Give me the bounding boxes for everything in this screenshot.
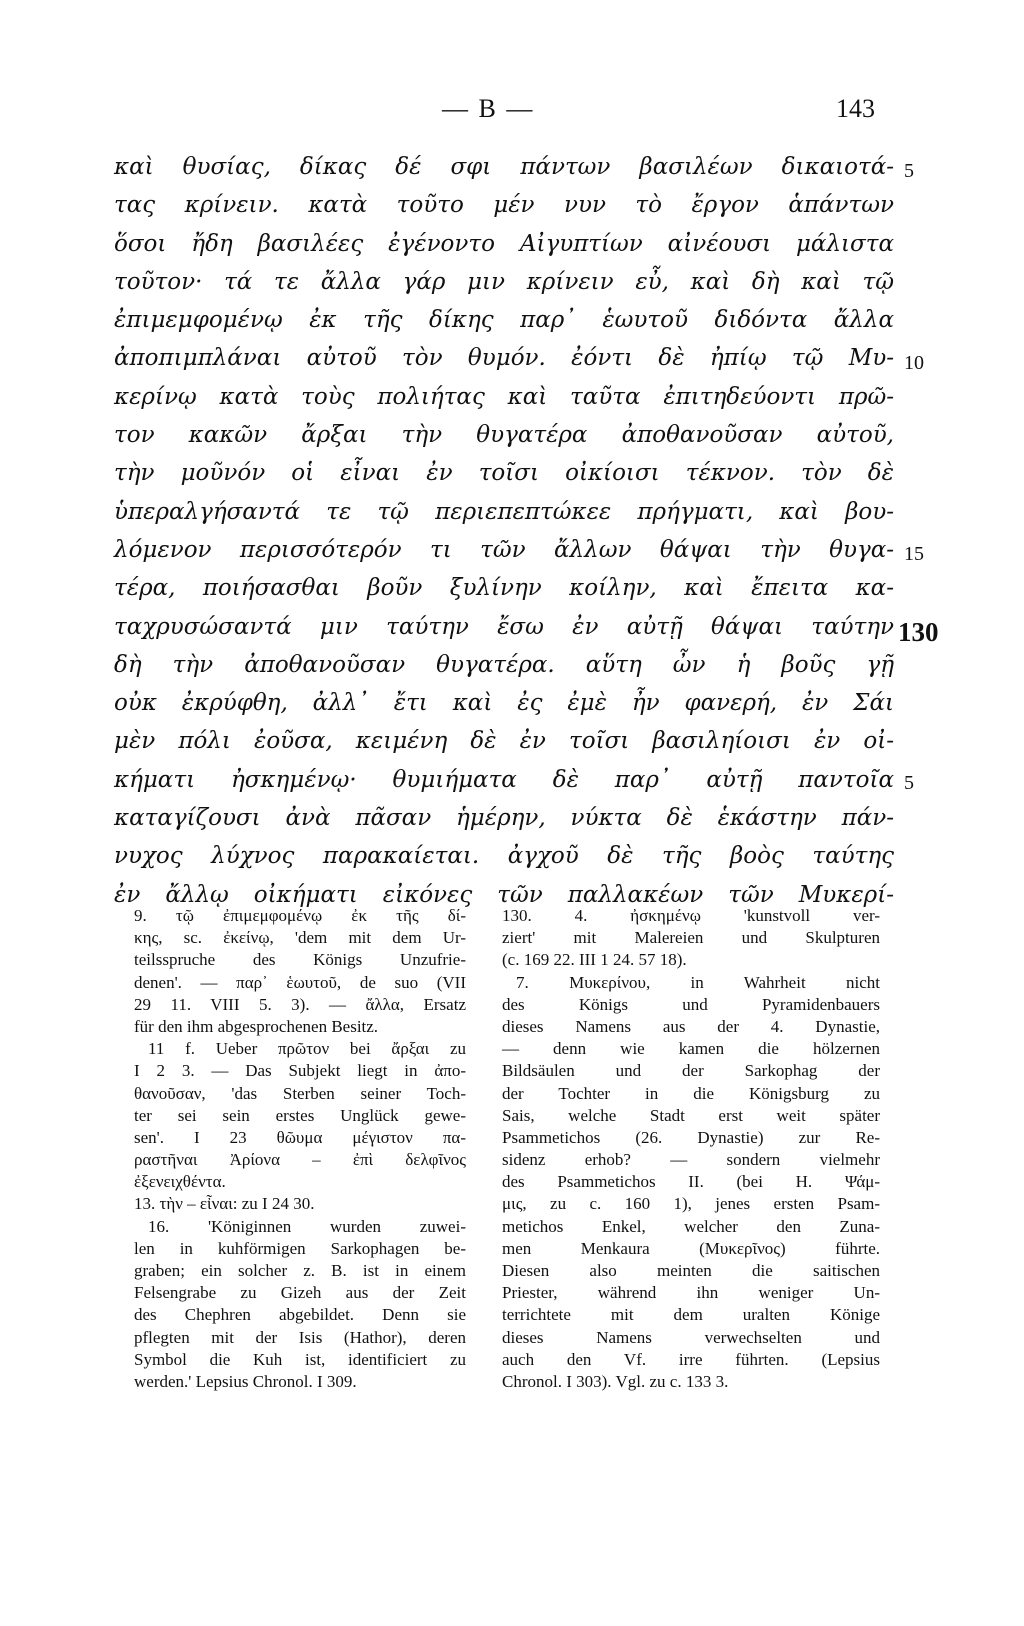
text-line: ἀποπιμπλάναι αὐτοῦ τὸν θυμόν. ἐόντι δὲ ἠπίῳ τῷ Μυ- [114, 345, 894, 372]
note-line: 16. 'Königinnen wurden zuwei- [148, 1216, 466, 1236]
note-line: ter sei sein erstes Unglück gewe- [134, 1105, 466, 1125]
text-line: δὴ τὴν ἀποθανοῦσαν θυγατέρα. αὕτη ὦν ἡ βοῦς γῇ [114, 651, 894, 678]
note-line: des Psammetichos II. (bei H. Ψάμ- [502, 1172, 880, 1192]
note-line: Chronol. I 303). Vgl. zu c. 133 3. [502, 1371, 729, 1391]
text-line: ἐν ἄλλῳ οἰκήματι εἰκόνες τῶν παλλακέων τῶν Μυκερί- [114, 881, 894, 908]
chapter-number: 130 [898, 617, 939, 647]
text-line: τας κρίνειν. κατὰ τοῦτο μέν νυν τὸ ἔργον ἁπάντων [114, 192, 894, 219]
line-number-15: 15 [904, 543, 924, 565]
note-line: terrichtete mit dem uralten Könige [502, 1305, 880, 1325]
text-line: λόμενον περισσότερόν τι τῶν ἄλλων θάψαι τὴν θυγα- [114, 536, 894, 563]
note-line: — denn wie kamen die hölzernen [502, 1039, 880, 1059]
note-line: Sais, welche Stadt erst weit später [502, 1105, 880, 1125]
text-line: νυχος λύχνος παρακαίεται. ἀγχοῦ δὲ τῆς βοὸς ταύτης [114, 843, 894, 870]
note-line: ziert' mit Malereien und Skulpturen [502, 928, 880, 948]
running-header [0, 94, 1024, 134]
note-line: 11 f. Ueber πρῶτον bei ἄρξαι zu [148, 1039, 466, 1059]
note-line: (c. 169 22. III 1 24. 57 18). [502, 950, 687, 970]
section-mark: — B — [442, 94, 535, 123]
note-line: I 2 3. — Das Subjekt liegt in ἀπο- [134, 1061, 466, 1081]
text-line: ὑπεραλγήσαντά τε τῷ περιεπεπτώκεε πρήγματι, καὶ βου- [114, 498, 894, 525]
note-line: 7. Μυκερίνου, in Wahrheit nicht [516, 972, 880, 992]
note-line: des Chephren abgebildet. Denn sie [134, 1305, 466, 1325]
note-line: graben; ein solcher z. B. ist in einem [134, 1261, 466, 1280]
commentary-left-column [134, 905, 466, 1393]
note-line: len in kuhförmigen Sarkophagen be- [134, 1238, 466, 1258]
note-line: 13. τὴν – εἶναι: zu I 24 30. [134, 1194, 315, 1214]
note-line: 29 11. VIII 5. 3). — ἄλλα, Ersatz [134, 994, 466, 1014]
note-line: 130. 4. ἠσκημένῳ 'kunstvoll ver- [502, 906, 880, 925]
note-line: sen'. I 23 θῶυμα μέγιστον πα- [134, 1127, 466, 1147]
text-line: ὅσοι ἤδη βασιλέες ἐγένοντο Αἰγυπτίων αἰνέουσι μάλιστα [114, 230, 894, 257]
note-line: sidenz erhob? — sondern vielmehr [502, 1150, 880, 1170]
note-line: ραστῆναι Ἀρίονα – ἐπὶ δελφῖνος [134, 1150, 466, 1170]
note-line: werden.' Lepsius Chronol. I 309. [134, 1371, 357, 1391]
note-line: metichos Enkel, welcher den Zuna- [502, 1216, 880, 1236]
note-line: 9. τῷ ἐπιμεμφομένῳ ἐκ τῆς δί- [134, 906, 466, 925]
text-line: καὶ θυσίας, δίκας δέ σφι πάντων βασιλέων δικαιοτά- [114, 154, 894, 180]
note-line: κης, sc. ἐκείνῳ, 'dem mit dem Ur- [134, 928, 466, 948]
note-line: auch den Vf. irre führten. (Lepsius [502, 1349, 880, 1369]
line-number-5-chapter: 5 [904, 772, 914, 794]
note-line: Priester, während ihn weniger Un- [502, 1283, 880, 1303]
note-line: des Königs und Pyramidenbauers [502, 994, 880, 1014]
note-line: Felsengrabe zu Gizeh aus der Zeit [134, 1283, 466, 1303]
note-line: teilsspruche des Königs Unzufrie- [134, 950, 466, 970]
text-line: καταγίζουσι ἀνὰ πᾶσαν ἡμέρην, νύκτα δὲ ἑκάστην πάν- [114, 805, 894, 832]
note-line: der Tochter in die Königsburg zu [502, 1083, 880, 1103]
text-line: κήματι ἠσκημένῳ· θυμιήματα δὲ παρ᾽ αὐτῇ παντοῖα [114, 766, 894, 793]
text-line: οὐκ ἐκρύφθη, ἀλλ᾽ ἔτι καὶ ἐς ἐμὲ ἦν φανερή, ἐν Σάι [114, 690, 894, 717]
line-number-5: 5 [904, 160, 914, 182]
note-line: pflegten mit der Isis (Hathor), deren [134, 1327, 466, 1347]
note-line: Psammetichos (26. Dynastie) zur Re- [502, 1127, 880, 1147]
text-line: τον κακῶν ἄρξαι τὴν θυγατέρα ἀποθανοῦσαν αὐτοῦ, [114, 422, 894, 449]
text-line: κερίνῳ κατὰ τοὺς πολιήτας καὶ ταῦτα ἐπιτηδεύοντι πρῶ- [114, 383, 894, 410]
note-line: dieses Namens verwechselten und [502, 1327, 880, 1347]
note-line: θανοῦσαν, 'das Sterben seiner Toch- [134, 1083, 466, 1103]
text-line: τὴν μοῦνόν οἱ εἶναι ἐν τοῖσι οἰκίοισι τέκνον. τὸν δὲ [114, 460, 894, 487]
note-line: Bildsäulen und der Sarkophag der [502, 1061, 880, 1081]
line-number-10: 10 [904, 352, 924, 374]
note-line: μις, zu c. 160 1), jenes ersten Psam- [502, 1194, 880, 1214]
note-line: denen'. — παρ᾽ ἑωυτοῦ, de suo (VII [134, 972, 466, 992]
note-line: men Menkaura (Μυκερῖνος) führte. [502, 1238, 880, 1258]
greek-main-text [114, 148, 894, 914]
text-line: μὲν πόλι ἐοῦσα, κειμένη δὲ ἐν τοῖσι βασιληίοισι ἐν οἰ- [114, 728, 894, 755]
note-line: dieses Namens aus der 4. Dynastie, [502, 1016, 880, 1036]
note-line: Diesen also meinten die saitischen [502, 1261, 880, 1280]
commentary-right-column [502, 905, 880, 1393]
text-line: τοῦτον· τά τε ἄλλα γάρ μιν κρίνειν εὖ, καὶ δὴ καὶ τῷ [114, 268, 894, 295]
text-line: ἐπιμεμφομένῳ ἐκ τῆς δίκης παρ᾽ ἑωυτοῦ διδόντα ἄλλα [114, 307, 894, 334]
text-line: τέρα, ποιήσασθαι βοῦν ξυλίνην κοίλην, καὶ ἔπειτα κα- [114, 575, 894, 602]
note-line: für den ihm abgesprochenen Besitz. [134, 1016, 379, 1036]
page-number: 143 [836, 94, 875, 123]
text-line: ταχρυσώσαντά μιν ταύτην ἔσω ἐν αὐτῇ θάψαι ταύτην [114, 613, 894, 640]
note-line: ἐξενειχθέντα. [134, 1172, 226, 1192]
note-line: Symbol die Kuh ist, identificiert zu [134, 1349, 466, 1369]
